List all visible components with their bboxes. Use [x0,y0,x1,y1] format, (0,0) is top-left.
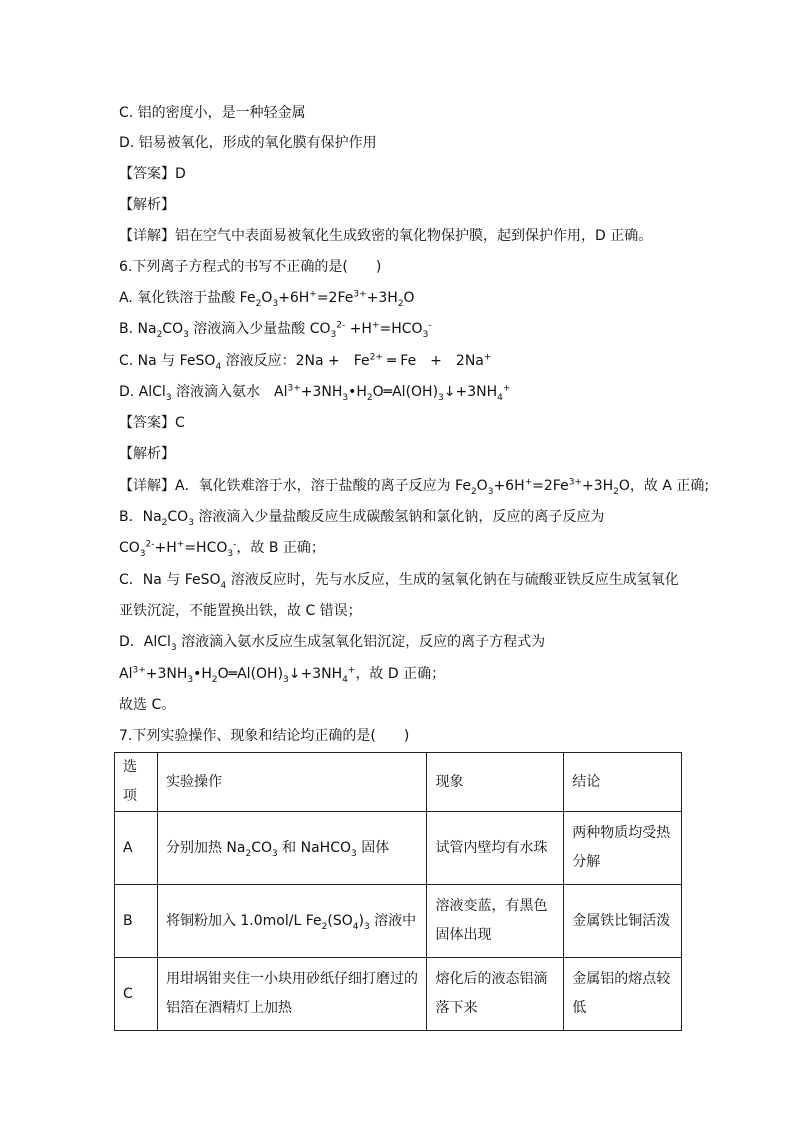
header-operation: 实验操作 [157,753,427,812]
table-row [115,885,682,958]
answer-label-2: 【答案】C [119,415,185,431]
option-c-line: C. 铝的密度小，是一种轻金属 [119,105,306,121]
explanation-d-2: $Al^{3+}+3NH_3•H_2O═Al(OH)_3↓+3NH_4^+$，故 D 正确； [119,665,446,685]
explanation-c-2: 亚铁沉淀，不能置换出铁，故 C 错误； [119,603,362,619]
table-row [115,812,682,885]
analysis-label-2: 【解析】 [119,446,175,462]
row-phenomenon: 试管内壁均有水珠 [427,812,564,885]
row-operation: 用坩埚钳夹住一小块用砂纸仔细打磨过的铝箔在酒精灯上加热 [157,958,427,1031]
row-conclusion: 金属铝的熔点较低 [564,958,682,1031]
table-header-row [115,753,682,812]
header-option: 选项 [115,753,158,812]
header-phenomenon: 现象 [427,753,564,812]
explanation-c-1: C．Na 与 FeSO$_4$ 溶液反应时，先与水反应，生成的氢氧化钠在与硫酸亚铁反应生成氢氧化 [119,572,679,591]
row-conclusion: 金属铁比铜活泼 [564,885,682,958]
row-phenomenon: 溶液变蓝，有黑色固体出现 [427,885,564,958]
header-conclusion: 结论 [564,753,682,812]
explanation-b-1: B．$Na_2CO_3$ 溶液滴入少量盐酸反应生成碳酸氢钠和氯化钠，反应的离子反应为 [119,509,605,528]
option-d-line: D. 铝易被氧化，形成的氧化膜有保护作用 [119,135,377,151]
row-option: B [115,885,158,958]
row-conclusion: 两种物质均受热分解 [564,812,682,885]
explanation-d-1: D．AlCl$_3$ 溶液滴入氨水反应生成氢氧化铝沉淀，反应的离子方程式为 [119,634,546,653]
question-6-title: 6.下列离子方程式的书写不正确的是( ) [119,259,382,275]
question-7-title: 7.下列实验操作、现象和结论均正确的是( ) [119,728,410,744]
q6-option-a: A. 氧化铁溶于盐酸 $Fe_2O_3+6H^+=2Fe^{3+}+3H_2O$ [119,289,415,309]
analysis-label: 【解析】 [119,197,175,213]
row-operation: 将铜粉加入 1.0mol/L $Fe_2(SO_4)_3$ 溶液中 [157,885,427,958]
q6-option-c: C. Na 与 FeSO$_4$ 溶液反应：2Na + $Fe^{2+}$ ═ Fe + 2Na+ [119,352,492,372]
explanation-a: 【详解】A．氧化铁难溶于水，溶于盐酸的离子反应为 $Fe_2O_3+6H^+=2Fe^{3+}+3H_2O$，故 A 正确; [119,477,710,497]
q6-option-b: B. $Na_2CO_3$ 溶液滴入少量盐酸 $CO_3^{2-} +H^+=HCO_3^-$ [119,320,432,340]
row-phenomenon: 熔化后的液态铝滴落下来 [427,958,564,1031]
choose-c-line: 故选 C。 [119,697,176,713]
table-row [115,958,682,1031]
q6-option-d: D. AlCl$_3$ 溶液滴入氨水 $Al^{3+}+3NH_3•H_2O═Al(OH)_3↓+3NH_4^+$ [119,383,511,403]
row-option: C [115,958,158,1031]
experiment-table [114,752,682,1031]
explanation-text: 【详解】铝在空气中表面易被氧化生成致密的氧化物保护膜，起到保护作用，D 正确。 [119,228,653,244]
explanation-b-2: $CO_3^{2-}+H^+=HCO_3^-$，故 B 正确； [119,539,325,559]
row-operation: 分别加热 $Na_2CO_3$ 和 NaHCO$_3$ 固体 [157,812,427,885]
row-option: A [115,812,158,885]
answer-label: 【答案】D [119,166,186,182]
